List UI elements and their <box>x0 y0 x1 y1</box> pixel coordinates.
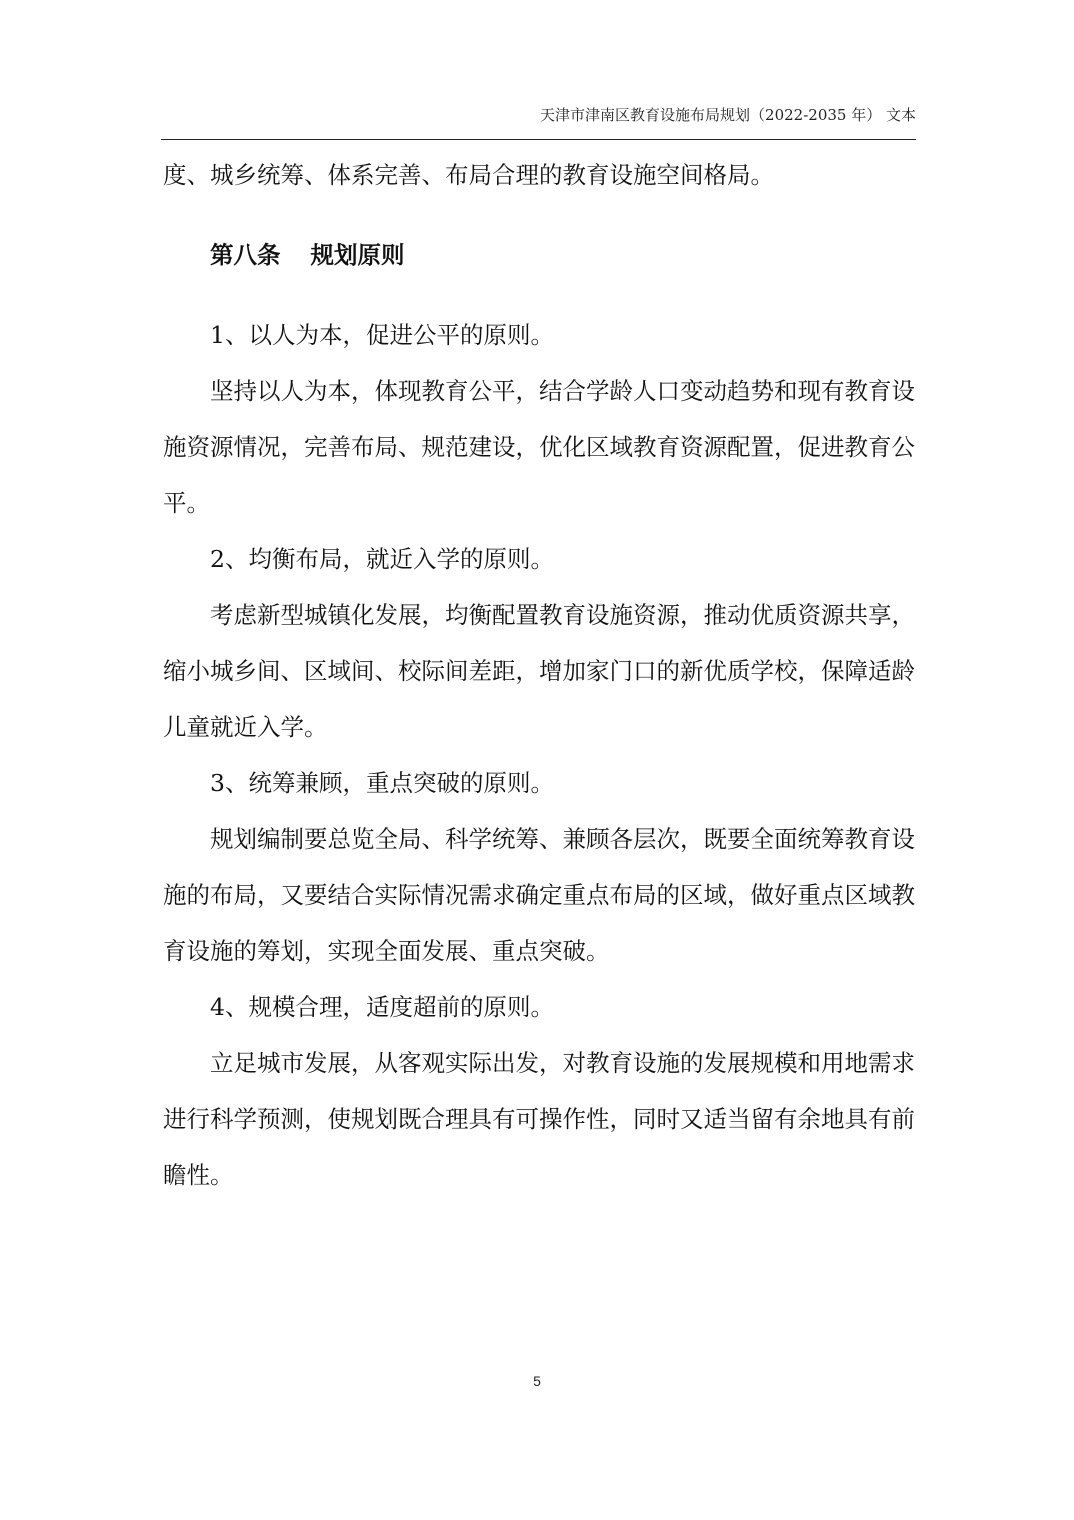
principle-title: 2、均衡布局，就近入学的原则。 <box>210 545 554 573</box>
principle-paragraph: 考虑新型城镇化发展，均衡配置教育设施资源，推动优质资源共享，缩小城乡间、区域间、校际间差距，增加家门口的新优质学校，保障适龄儿童就近入学。 <box>163 601 915 741</box>
document-body <box>163 147 915 1203</box>
section-heading <box>163 227 915 283</box>
section-number: 第八条 <box>210 241 281 269</box>
continuation-paragraph: 度、城乡统筹、体系完善、布局合理的教育设施空间格局。 <box>163 161 774 189</box>
running-header: 天津市津南区教育设施布局规划（2022-2035 年） 文本 <box>540 106 916 124</box>
principle-paragraph: 立足城市发展，从客观实际出发，对教育设施的发展规模和用地需求进行科学预测，使规划既合理具有可操作性，同时又适当留有余地具有前瞻性。 <box>163 1049 915 1189</box>
principle-title: 4、规模合理，适度超前的原则。 <box>210 993 554 1021</box>
principle-paragraph: 规划编制要总览全局、科学统筹、兼顾各层次，既要全面统筹教育设施的布局，又要结合实际情况需求确定重点布局的区域，做好重点区域教育设施的筹划，实现全面发展、重点突破。 <box>163 825 915 965</box>
header-divider <box>161 139 916 140</box>
principle-title: 3、统筹兼顾，重点突破的原则。 <box>210 769 554 797</box>
section-title: 规划原则 <box>310 241 405 269</box>
principle-paragraph: 坚持以人为本，体现教育公平，结合学龄人口变动趋势和现有教育设施资源情况，完善布局、规范建设，优化区域教育资源配置，促进教育公平。 <box>163 377 915 517</box>
principle-title: 1、以人为本，促进公平的原则。 <box>210 321 554 349</box>
page-number: 5 <box>533 1373 541 1389</box>
